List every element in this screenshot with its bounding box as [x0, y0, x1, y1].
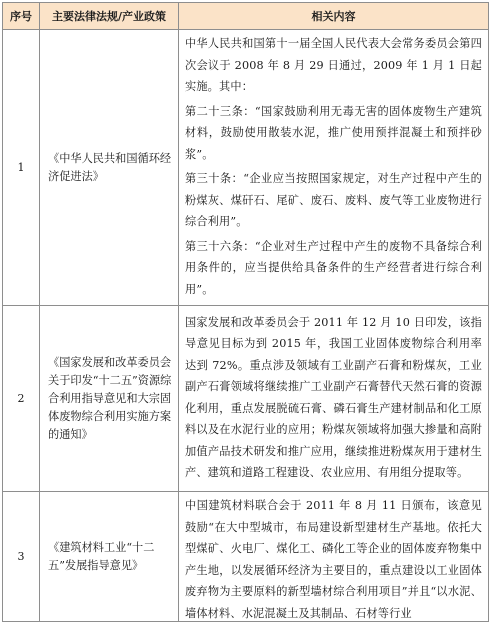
content-paragraph: 中国建筑材料联合会于 2011 年 8 月 11 日颁布，该意见鼓励“在大中型城市，布局建设新型建材生产基地。依托大型煤矿、火电厂、煤化工、磷化工等企业的固体废弃物集中产生地，以发展循环经济为主要目的，重点建设以工业固体废弃物为主要原料的新型墙材综合利用项目”并且“以水泥、墙体材料、水泥混凝土及其制品、石材等行业: [185, 499, 482, 619]
header-content: 相关内容: [179, 3, 489, 30]
law-name: 《国家发展和改革委员会关于印发“十二五”资源综合利用指导意见和大宗固体废物综合利用实施方案的通知》: [40, 306, 179, 492]
content-paragraph: 第二十三条：“国家鼓励利用无毒无害的固体废物生产建筑材料，鼓励使用散装水泥，推广使用预拌混凝土和预拌砂浆”。: [185, 104, 482, 161]
table-row: [3, 306, 489, 492]
content-cell: [179, 306, 489, 492]
row-number: 3: [3, 492, 40, 622]
content-paragraph: 国家发展和改革委员会于 2011 年 12 月 10 日印发，该指导意见目标为到 2015 年，我国工业固体废物综合利用率达到 72%。重点涉及领域有工业副产石膏和粉煤灰，工业副产石膏领域将继续推广工业副产石膏替代天然石膏的资源化利用，重点发展脱硫石膏、磷石膏生产建材制品和化工原料以及在水泥行业的应用；粉煤灰领域将加强大掺量和高附加值产品技术研发和推广应用，继续推进粉煤灰用于建材生产、建筑和道路工程建设、农业应用、有用组分提取等。: [185, 315, 482, 479]
law-name: 《建筑材料工业“十二五”发展指导意见》: [40, 492, 179, 622]
header-num: 序号: [3, 3, 40, 30]
header-law: 主要法律法规/产业政策: [40, 3, 179, 30]
table-row: [3, 492, 489, 622]
row-number: 2: [3, 306, 40, 492]
content-cell: [179, 492, 489, 622]
table-row: [3, 30, 489, 306]
content-paragraph: 第三十六条：“企业对生产过程中产生的废物不具备综合利用条件的，应当提供给具备条件的生产经营者进行综合利用”。: [185, 239, 482, 296]
policy-table: [2, 2, 489, 622]
content-cell: [179, 30, 489, 306]
content-paragraph: 中华人民共和国第十一届全国人民代表大会常务委员会第四次会议于 2008 年 8 月 29 日通过，2009 年 1 月 1 日起实施。其中：: [185, 37, 482, 93]
law-name: 《中华人民共和国循环经济促进法》: [40, 30, 179, 306]
content-paragraph: 第三十条：“企业应当按照国家规定，对生产过程中产生的粉煤灰、煤矸石、尾矿、废石、废料、废气等工业废物进行综合利用”。: [185, 172, 482, 228]
table-header-row: [3, 3, 489, 30]
row-number: 1: [3, 30, 40, 306]
